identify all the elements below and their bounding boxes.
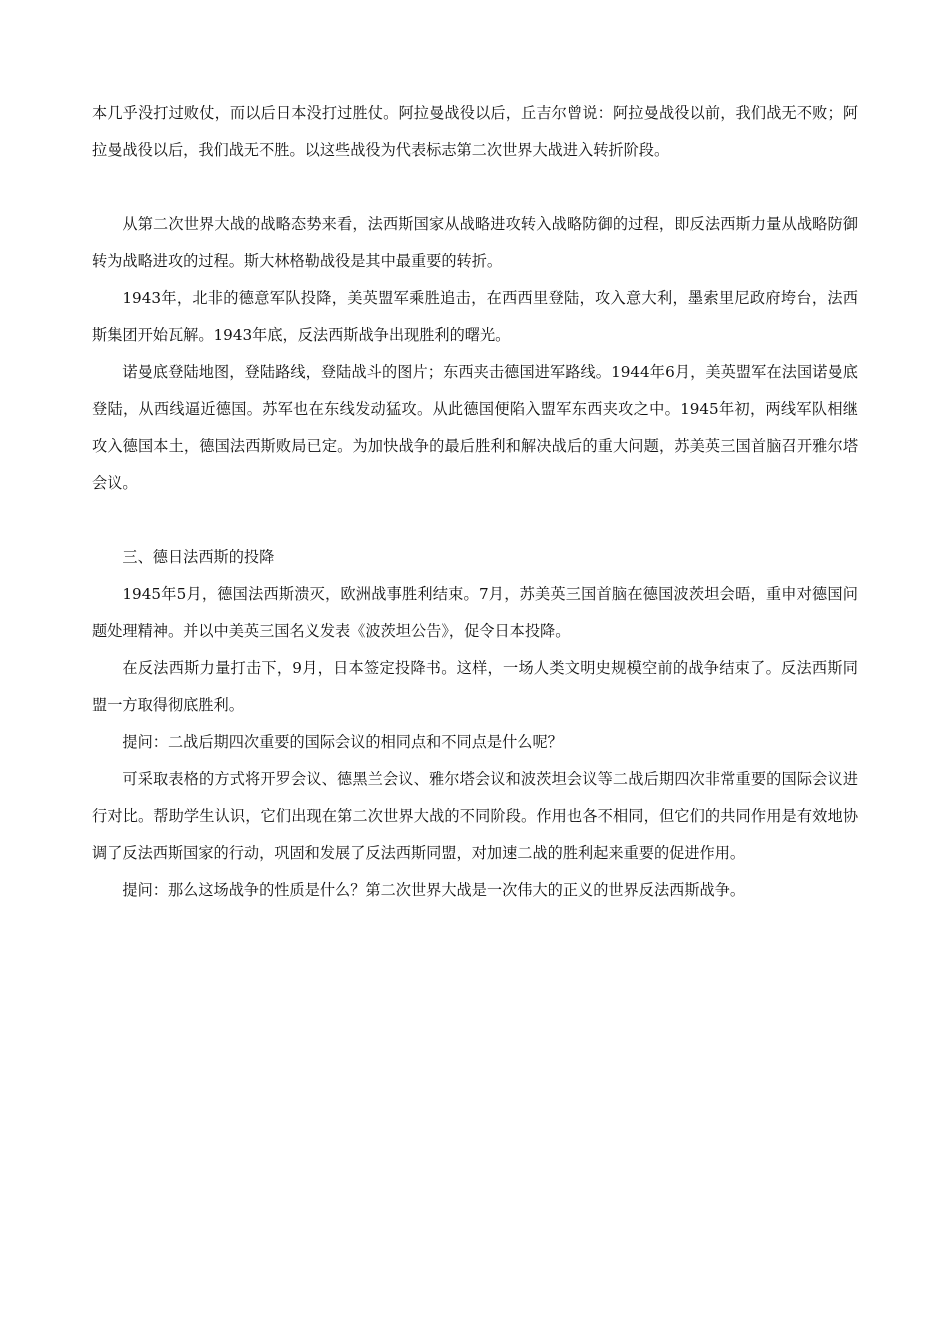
- paragraph-question-nature: 提问：那么这场战争的性质是什么？第二次世界大战是一次伟大的正义的世界反法西斯战争。: [122, 881, 746, 899]
- paragraph-japan-surrender: 在反法西斯力量打击下，9月，日本签定投降书。这样，一场人类文明史规模空前的战争结束了。反法西斯同盟一方取得彻底胜利。: [92, 659, 858, 714]
- paragraph-gap: [92, 502, 858, 539]
- paragraph-1943: 1943年，北非的德意军队投降，美英盟军乘胜追击，在西西里登陆，攻入意大利，墨索里尼政府垮台，法西斯集团开始瓦解。1943年底，反法西斯战争出现胜利的曙光。: [92, 289, 858, 344]
- paragraph-conferences-comparison: 可采取表格的方式将开罗会议、德黑兰会议、雅尔塔会议和波茨坦会议等二战后期四次非常重要的国际会议进行对比。帮助学生认识，它们出现在第二次世界大战的不同阶段。作用也各不相同，但它们的共同作用是有效地协调了反法西斯国家的行动，巩固和发展了反法西斯同盟，对加速二战的胜利起来重要的促进作用。: [92, 770, 858, 862]
- paragraph-question-conferences: 提问：二战后期四次重要的国际会议的相同点和不同点是什么呢？: [122, 733, 563, 751]
- paragraph-1945: 1945年5月，德国法西斯溃灭，欧洲战事胜利结束。7月，苏美英三国首脑在德国波茨坦会晤，重申对德国问题处理精神。并以中美英三国名义发表《波茨坦公告》，促令日本投降。: [92, 585, 858, 640]
- section-heading: 三、德日法西斯的投降: [122, 548, 275, 566]
- paragraph-normandy: 诺曼底登陆地图，登陆路线，登陆战斗的图片；东西夹击德国进军路线。1944年6月，美英盟军在法国诺曼底登陆，从西线逼近德国。苏军也在东线发动猛攻。从此德国便陷入盟军东西夹攻之中。1945年初，两线军队相继攻入德国本土，德国法西斯败局已定。为加快战争的最后胜利和解决战后的重大问题，苏美英三国首脑召开雅尔塔会议。: [92, 363, 858, 492]
- paragraph-gap: [92, 169, 858, 206]
- paragraph-continuation: 本几乎没打过败仗，而以后日本没打过胜仗。阿拉曼战役以后，丘吉尔曾说：阿拉曼战役以前，我们战无不败；阿拉曼战役以后，我们战无不胜。以这些战役为代表标志第二次世界大战进入转折阶段。: [92, 104, 858, 159]
- paragraph-strategic-posture: 从第二次世界大战的战略态势来看，法西斯国家从战略进攻转入战略防御的过程，即反法西斯力量从战略防御转为战略进攻的过程。斯大林格勒战役是其中最重要的转折。: [92, 215, 858, 270]
